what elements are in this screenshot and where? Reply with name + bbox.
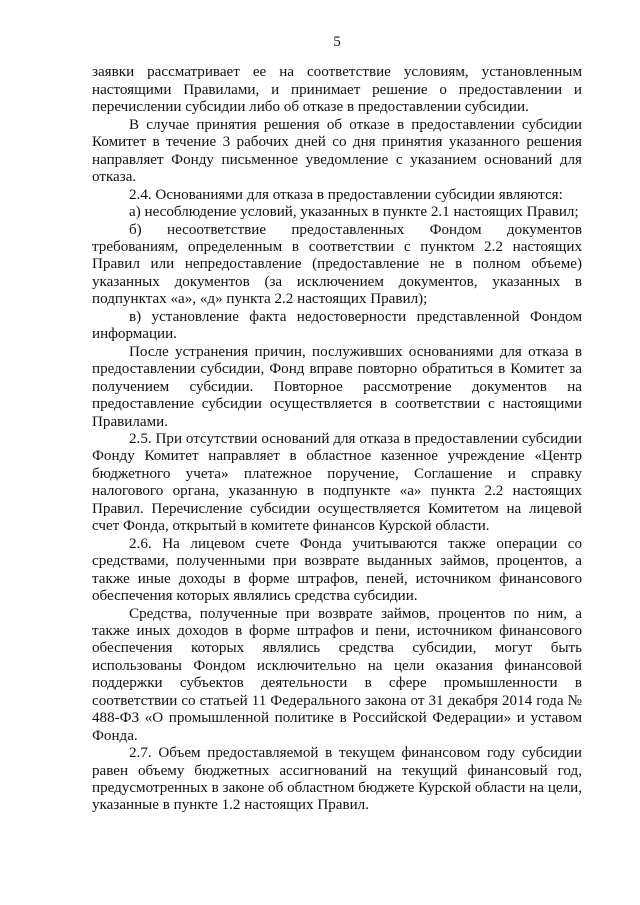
paragraph-continuation: заявки рассматривает ее на соответствие условиям, установленным настоящими Правилами, и принимает решение о предоставлении и перечислении субсидии либо об отказе в предоставлении субсидии. — [92, 64, 582, 116]
paragraph-funds-usage: Средства, полученные при возврате займов, процентов по ним, а также иных доходов в форме штрафов и пени, источником финансового обеспечения которых являлись средства субсидии, могут быть использованы Фондом исключительно на цели оказания финансовой поддержки субъектов деятельности в сфере промышленности в соответствии со статьей 11 Федерального закона от 31 декабря 2014 года № 488-ФЗ «О промышленной политике в Российской Федерации» и уставом Фонда. — [92, 605, 582, 744]
paragraph-reapply: После устранения причин, послуживших основаниями для отказа в предоставлении субсидии, Фонд вправе повторно обратиться в Комитет за получением субсидии. Повторное рассмотрение документов на предоставление субсидии осуществляется в соответствии с настоящими Правилами. — [92, 343, 582, 430]
paragraph-2-4-a: а) несоблюдение условий, указанных в пункте 2.1 настоящих Правил; — [129, 204, 579, 221]
document-page — [92, 34, 582, 815]
paragraph-2-6: 2.6. На лицевом счете Фонда учитываются также операции со средствами, полученными при возврате выданных займов, процентов, а также иные доходы в форме штрафов, пеней, источником финансового обеспечения которых являлись средства субсидии. — [92, 535, 582, 605]
paragraph-2-5: 2.5. При отсутствии оснований для отказа в предоставлении субсидии Фонду Комитет направляет в областное казенное учреждение «Центр бюджетного учета» платежное поручение, Соглашение и справку налогового органа, указанную в подпункте «а» пункта 2.2 настоящих Правил. Перечисление субсидии осуществляется Комитетом на лицевой счет Фонда, открытый в комитете финансов Курской области. — [92, 430, 582, 535]
paragraph-2-4-heading: 2.4. Основаниями для отказа в предоставлении субсидии являются: — [129, 186, 563, 203]
paragraph-refusal-notice: В случае принятия решения об отказе в предоставлении субсидии Комитет в течение 3 рабочих дней со дня принятия указанного решения направляет Фонду письменное уведомление с указанием оснований для отказа. — [92, 116, 582, 186]
paragraph-2-4-b: б) несоответствие предоставленных Фондом документов требованиям, определенным в соответствии с пунктом 2.2 настоящих Правил или непредоставление (предоставление не в полном объеме) указанных документов (за исключением документов, указанных в подпунктах «а», «д» пункта 2.2 настоящих Правил); — [92, 221, 582, 308]
paragraph-2-7: 2.7. Объем предоставляемой в текущем финансовом году субсидии равен объему бюджетных ассигнований на текущий финансовый год, предусмотренных в законе об областном бюджете Курской области на цели, указанные в пункте 1.2 настоящих Правил. — [92, 745, 582, 814]
paragraph-2-4-v: в) установление факта недостоверности представленной Фондом информации. — [92, 308, 582, 343]
page-number: 5 — [333, 34, 341, 50]
